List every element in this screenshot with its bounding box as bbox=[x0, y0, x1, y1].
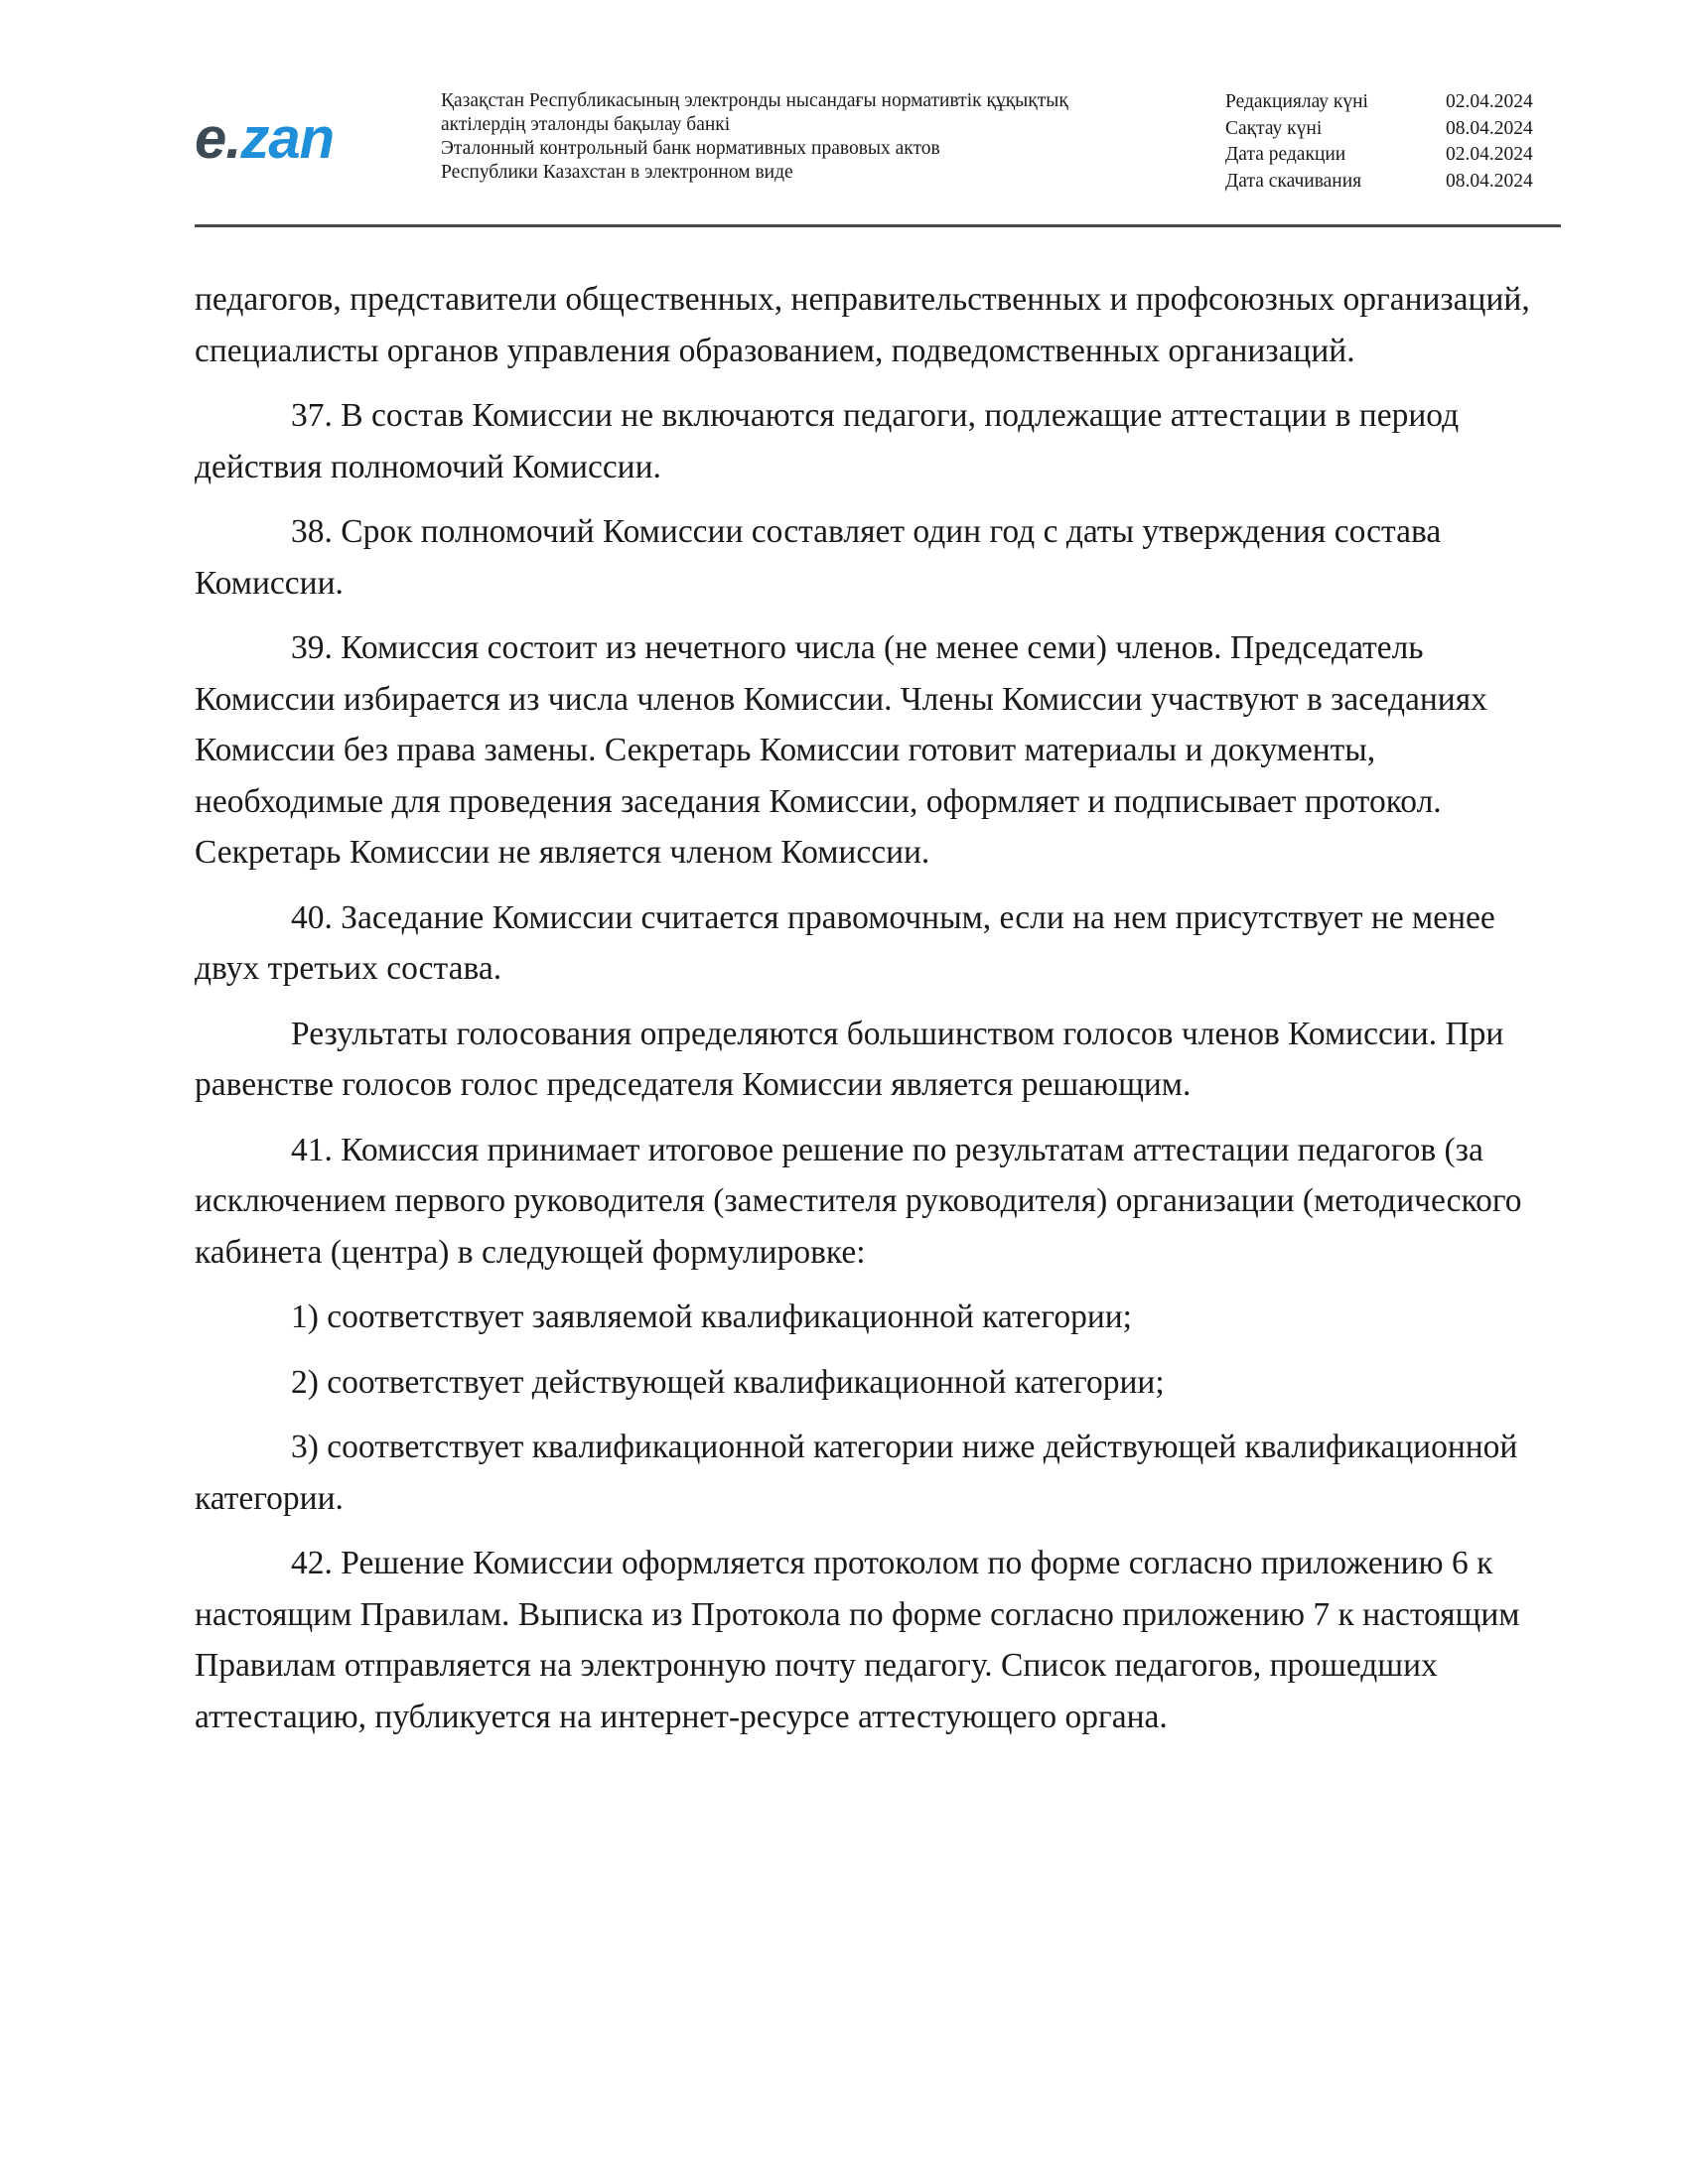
paragraph-42: 42. Решение Комиссии оформляется протоколом по форме согласно приложению 6 к настоящим Правилам. Выписка из Протокола по форме согласно приложению 7 к настоящим Правилам отправляется на электронную почту педагогу. Список педагогов, прошедших аттестацию, публикуется на интернет-ресурсе аттестующего органа. bbox=[195, 1545, 1520, 1735]
meta-row bbox=[1225, 89, 1545, 116]
meta-value: 02.04.2024 bbox=[1446, 91, 1533, 112]
list-item-3: 3) соответствует квалификационной категории ниже действующей квалификационной категории. bbox=[195, 1429, 1518, 1517]
header-desc-line: Эталонный контрольный банк нормативных правовых актов bbox=[441, 138, 940, 159]
meta-row bbox=[1225, 169, 1545, 196]
header-meta-table bbox=[1225, 89, 1545, 195]
header-description bbox=[441, 89, 1156, 185]
meta-label: Сақтау күні bbox=[1225, 117, 1323, 139]
paragraph-40-results: Результаты голосования определяются большинством голосов членов Комиссии. При равенстве голосов голос председателя Комиссии является решающим. bbox=[195, 1015, 1504, 1103]
logo-dot: . bbox=[225, 106, 241, 171]
meta-row bbox=[1225, 116, 1545, 143]
header-desc-line: актілердің эталонды бақылау банкі bbox=[441, 114, 731, 135]
paragraph-37: 37. В состав Комиссии не включаются педагоги, подлежащие аттестации в период действия полномочий Комиссии. bbox=[195, 397, 1460, 485]
meta-label: Редакциялау күні bbox=[1225, 91, 1368, 112]
paragraph-38: 38. Срок полномочий Комиссии составляет один год с даты утверждения состава Комиссии. bbox=[195, 513, 1442, 602]
ezan-logo bbox=[195, 99, 393, 179]
meta-label: Дата редакции bbox=[1225, 144, 1346, 165]
document-body bbox=[195, 274, 1555, 1756]
header-desc-line: Қазақстан Республикасының электронды нысандағы нормативтік құқықтық bbox=[441, 90, 1068, 111]
paragraph-39: 39. Комиссия состоит из нечетного числа (не менее семи) членов. Председатель Комиссии избирается из числа членов Комиссии. Члены Комиссии участвуют в заседаниях Комиссии без права замены. Секретарь Комиссии готовит материалы и документы, необходимые для проведения заседания Комиссии, оформляет и подписывает протокол. Секретарь Комиссии не является членом Комиссии. bbox=[195, 629, 1487, 871]
meta-value: 08.04.2024 bbox=[1446, 117, 1533, 139]
document-header bbox=[195, 87, 1545, 222]
logo-zan: zan bbox=[240, 106, 335, 171]
list-item-2: 2) соответствует действующей квалификационной категории; bbox=[291, 1363, 1165, 1401]
header-divider bbox=[195, 224, 1561, 227]
logo-e: e bbox=[195, 106, 226, 171]
meta-value: 08.04.2024 bbox=[1446, 170, 1533, 192]
paragraph-40: 40. Заседание Комиссии считается правомочным, если на нем присутствует не менее двух третьих состава. bbox=[195, 898, 1495, 987]
meta-row bbox=[1225, 142, 1545, 169]
meta-value: 02.04.2024 bbox=[1446, 144, 1533, 165]
meta-label: Дата скачивания bbox=[1225, 170, 1362, 192]
list-item-1: 1) соответствует заявляемой квалификационной категории; bbox=[291, 1298, 1132, 1335]
paragraph-41: 41. Комиссия принимает итоговое решение по результатам аттестации педагогов (за исключением первого руководителя (заместителя руководителя) организации (методического кабинета (центра) в следующей формулировке: bbox=[195, 1131, 1522, 1271]
header-desc-line: Республики Казахстан в электронном виде bbox=[441, 162, 793, 183]
paragraph-continuation: педагогов, представители общественных, неправительственных и профсоюзных организаций, специалисты органов управления образованием, подведомственных организаций. bbox=[195, 281, 1530, 369]
